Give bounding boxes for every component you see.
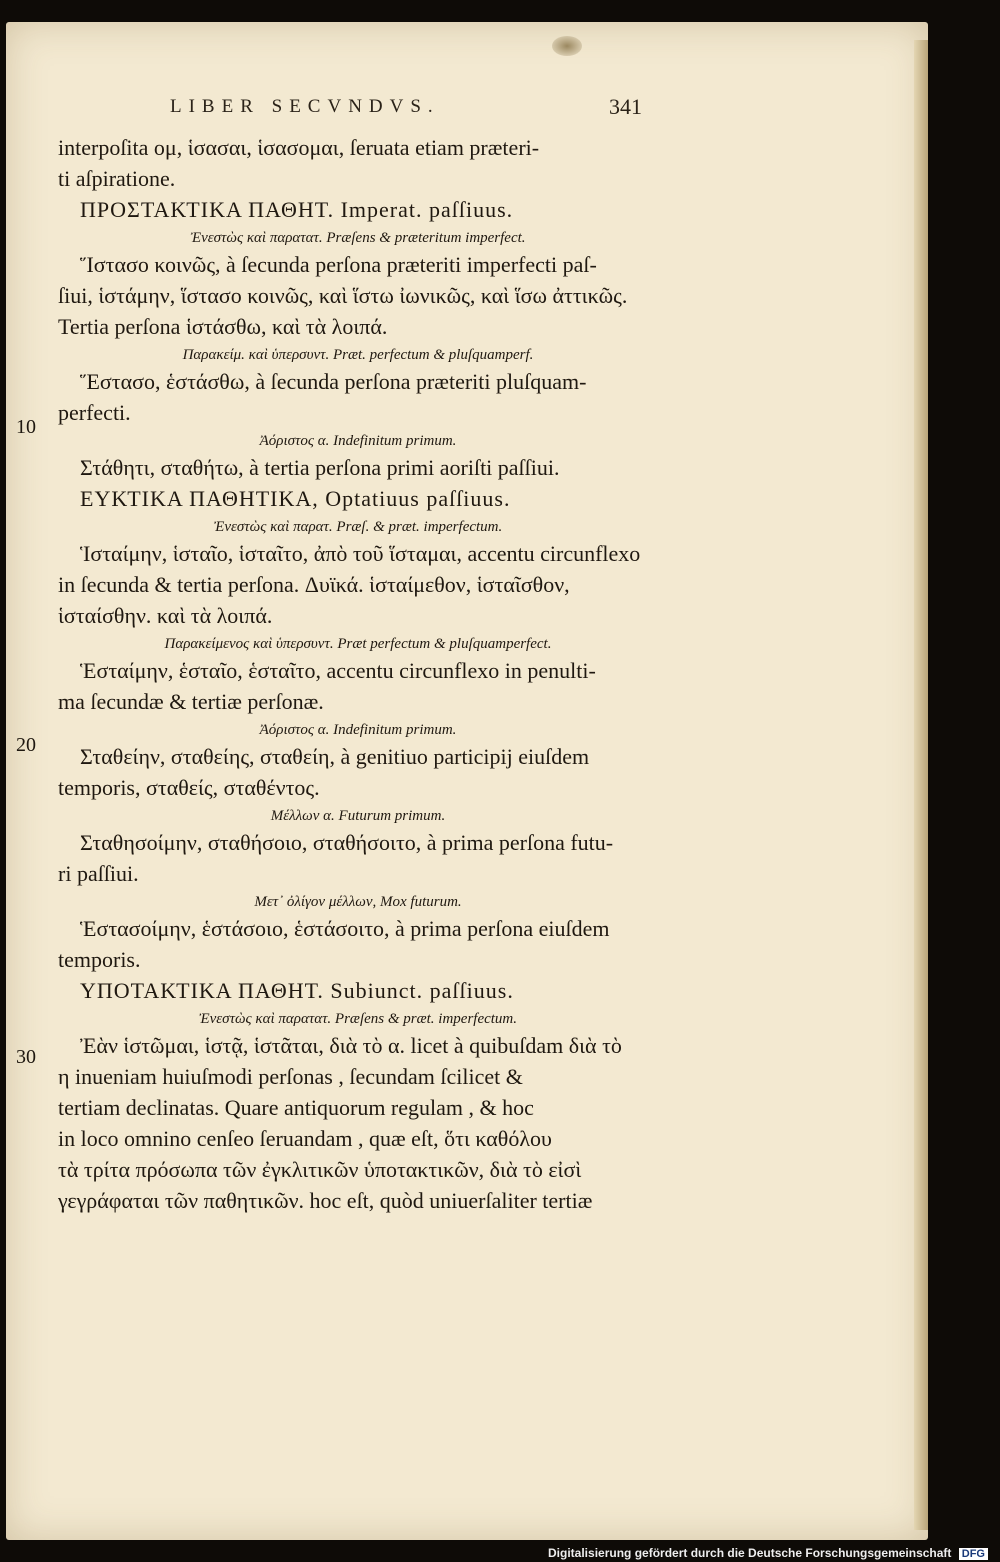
- page-number: 341: [609, 94, 642, 119]
- footer-credit: [548, 1546, 988, 1560]
- text-line: γεγράφαται τῶν παθητικῶν. hoc eſt, quòd uniuerſaliter tertiæ: [58, 1188, 593, 1213]
- text-line: Ἐὰν ἱστῶμαι, ἱστᾷ, ἱστᾶται, διὰ τὸ α. licet à quibuſdam διὰ τὸ: [80, 1033, 622, 1058]
- text-line: perfecti.: [58, 400, 131, 425]
- text-line: interpoſita ομ, ἱσασαι, ἱσασομαι, ſeruata etiam præteri-: [58, 135, 540, 160]
- text-line: η inueniam huiuſmodi perſonas , ſecundam ſcilicet &: [58, 1064, 523, 1089]
- tense-subheading: Μέλλων α. Futurum primum.: [270, 808, 446, 824]
- margin-line-number: 20: [16, 734, 36, 756]
- text-line: temporis.: [58, 947, 141, 972]
- margin-line-number: 30: [16, 1046, 36, 1068]
- text-line: Σταθησοίμην, σταθήσοιο, σταθήσοιτο, à prima perſona futu-: [80, 830, 614, 855]
- dfg-logo-icon: DFG: [959, 1548, 988, 1560]
- tense-subheading: Μετ᾽ ὀλίγον μέλλων, Mox futurum.: [254, 894, 462, 910]
- tense-subheading: Ἀόριστος α. Indefinitum primum.: [259, 722, 457, 738]
- text-line: Στάθητι, σταθήτω, à tertia perſona primi aoriſti paſſiui.: [80, 455, 560, 480]
- text-line: τὰ τρίτα πρόσωπα τῶν ἐγκλιτικῶν ὑποτακτικῶν, διὰ τὸ εἰσὶ: [58, 1157, 582, 1182]
- tense-subheading: Ἐνεστὼς καὶ παρατ. Præſ. & præt. imperfectum.: [213, 519, 503, 535]
- tense-subheading: Ἐνεστὼς καὶ παρατατ. Præſens & præt. imperfectum.: [198, 1011, 518, 1027]
- text-line: in loco omnino cenſeo ſeruandam , quæ eſt, ὅτι καθόλου: [58, 1126, 552, 1151]
- tense-subheading: Ἀόριστος α. Indefinitum primum.: [259, 433, 457, 449]
- text-line: ti aſpiratione.: [58, 166, 176, 191]
- text-line: ri paſſiui.: [58, 861, 139, 886]
- tense-subheading: Παρακείμ. καὶ ὑπερσυντ. Præt. perfectum & pluſquamperf.: [182, 347, 534, 363]
- text-line: Ἱσταίμην, ἱσταῖο, ἱσταῖτο, ἀπὸ τοῦ ἵσταμαι, accentu circunflexo: [80, 541, 641, 566]
- funding-notice: Digitalisierung gefördert durch die Deutsche Forschungsgemeinschaft: [548, 1546, 952, 1560]
- text-line: in ſecunda & tertia perſona. Δυϊκά. ἱσταίμεθον, ἱσταῖσθον,: [58, 572, 570, 597]
- section-heading: ΕΥΚΤΙΚΑ ΠΑΘΗΤΙΚΑ, Optatiuus paſſiuus.: [80, 486, 511, 511]
- margin-line-number: 10: [16, 416, 36, 438]
- text-line: Ἑστασοίμην, ἑστάσοιο, ἑστάσοιτο, à prima perſona eiuſdem: [80, 916, 610, 941]
- paper-stain: [552, 36, 582, 56]
- text-block: [58, 132, 658, 1216]
- text-line: Σταθείην, σταθείης, σταθείη, à genitiuo participij eiuſdem: [80, 744, 590, 769]
- text-line: tertiam declinatas. Quare antiquorum regulam , & hoc: [58, 1095, 534, 1120]
- text-line: ſiui, ἱστάμην, ἵστασο κοινῶς, καὶ ἵστω ἰωνικῶς, καὶ ἵσω ἀττικῶς.: [58, 283, 628, 308]
- text-line: ma ſecundæ & tertiæ perſonæ.: [58, 689, 324, 714]
- text-line: Ἑσταίμην, ἑσταῖο, ἑσταῖτο, accentu circunflexo in penulti-: [80, 658, 596, 683]
- tense-subheading: Παρακείμενος καὶ ὑπερσυντ. Præt perfectum & pluſquamperfect.: [164, 636, 552, 652]
- running-head: LIBER SECVNDVS.: [170, 96, 440, 117]
- text-line: Tertia perſona ἱστάσθω, καὶ τὰ λοιπά.: [58, 314, 388, 339]
- text-line: Ἕστασο, ἑστάσθω, à ſecunda perſona præteriti pluſquam-: [80, 369, 587, 394]
- section-heading: ΥΠΟΤΑΚΤΙΚΑ ΠΑΘΗΤ. Subiunct. paſſiuus.: [80, 978, 514, 1003]
- tense-subheading: Ἐνεστὼς καὶ παρατατ. Præſens & præteritum imperfect.: [190, 230, 526, 246]
- section-heading: ΠΡΟΣΤΑΚΤΙΚΑ ΠΑΘΗΤ. Imperat. paſſiuus.: [80, 197, 514, 222]
- page-edge: [914, 40, 928, 1530]
- text-line: Ἵστασο κοινῶς, à ſecunda perſona præteriti imperfecti paſ-: [80, 252, 597, 277]
- text-line: temporis, σταθείς, σταθέντος.: [58, 775, 320, 800]
- page-header: [170, 96, 650, 126]
- text-line: ἱσταίσθην. καὶ τὰ λοιπά.: [58, 603, 273, 628]
